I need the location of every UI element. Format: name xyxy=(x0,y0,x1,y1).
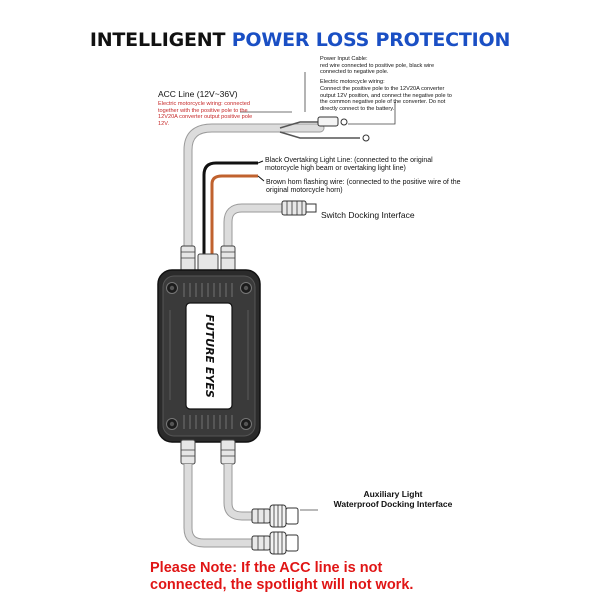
acc-warning-note: Please Note: If the ACC line is not connected, the spotlight will not work. xyxy=(150,560,414,594)
switch-cable-outline xyxy=(228,208,282,250)
brown-wire-pointer xyxy=(258,176,264,181)
black-wire-pointer xyxy=(258,161,263,163)
power-input-annotation xyxy=(320,56,460,116)
brand-logo-text: FUTURE EYES xyxy=(203,314,216,398)
black-overtaking-label: Black Overtaking Light Line: (connected to the original motorcycle high beam or overtaking light line) xyxy=(265,157,433,173)
top-strain-reliefs xyxy=(181,246,235,272)
power-wire-bottom xyxy=(280,132,360,138)
motorcycle-wiring-title: Electric motorcycle wiring: xyxy=(320,79,385,86)
switch-cable xyxy=(228,208,282,250)
aux-light-line1: Auxiliary Light xyxy=(363,489,423,499)
aux-cable-lower-outline xyxy=(188,464,252,543)
aux-connector-lower xyxy=(252,532,298,554)
aux-light-line2: Waterproof Docking Interface xyxy=(333,498,453,509)
motorcycle-wiring-desc: Connect the positive pole to the 12V20A converter output 12V position, and connect the negative pole to the common negative pole of the converter. Do not directly connect to the battery. xyxy=(320,85,452,112)
control-module xyxy=(158,270,260,442)
switch-docking-label: Switch Docking Interface xyxy=(321,210,415,220)
ring-terminal-positive xyxy=(341,119,347,125)
ring-terminal-negative xyxy=(363,135,369,141)
aux-connector-upper xyxy=(252,505,298,527)
brown-horn-label: Brown horn flashing wire: (connected to the positive wire of the original motorcycle horn) xyxy=(266,179,461,195)
title-part-blue: POWER LOSS PROTECTION xyxy=(231,29,511,51)
power-input-title: Power Input Cable: xyxy=(320,56,368,62)
switch-connector xyxy=(282,201,316,215)
acc-line-label: ACC Line (12V~36V) xyxy=(158,89,238,99)
bottom-strain-reliefs xyxy=(181,440,235,464)
acc-line-note: Electric motorcycle wiring: connected together with the positive pole to the 12V20A converter output positive pole 12V. xyxy=(158,101,253,128)
aux-light-label xyxy=(318,490,468,510)
power-input-desc: red wire connected to positive pole, black wire connected to negative pole. xyxy=(320,62,435,76)
title-part-black: INTELLIGENT xyxy=(89,29,226,51)
inline-fuse-holder xyxy=(318,117,338,126)
aux-cable-lower xyxy=(188,464,252,543)
